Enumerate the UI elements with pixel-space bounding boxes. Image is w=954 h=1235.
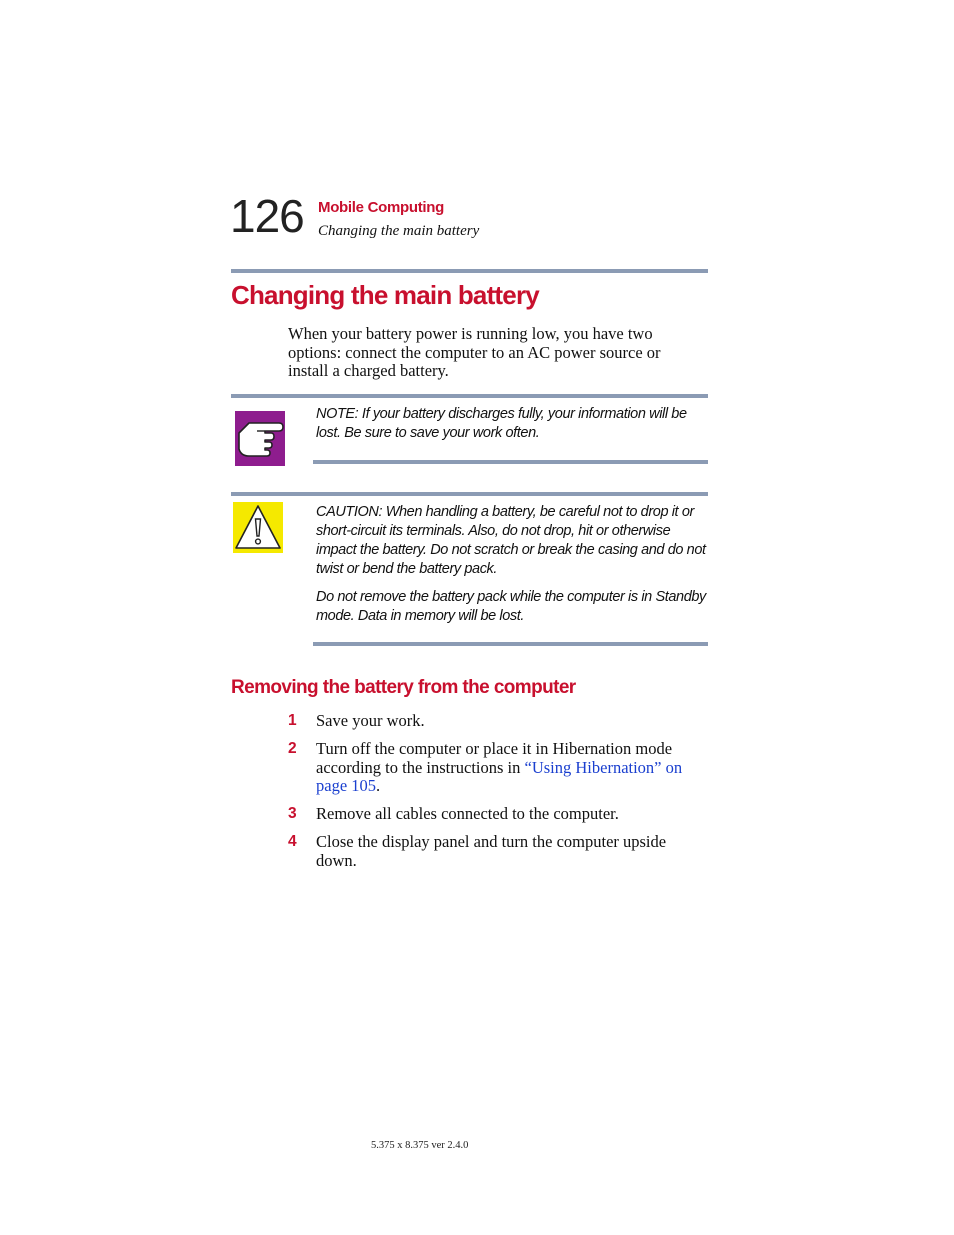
note-bottom-rule — [313, 460, 708, 464]
step-line: Save your work. — [316, 711, 425, 730]
step-text — [316, 805, 716, 824]
step-line-suffix: . — [376, 776, 381, 795]
intro-line: options: connect the computer to an AC power source or — [288, 342, 661, 362]
subsection-heading: Removing the battery from the computer — [231, 677, 576, 698]
note-line: lost. Be sure to save your work often. — [316, 425, 540, 441]
running-section-title: Changing the main battery — [318, 223, 480, 239]
note-top-rule — [231, 394, 708, 398]
step-line: Close the display panel and turn the computer upside — [316, 832, 667, 851]
step-line — [316, 777, 716, 796]
step-number: 1 — [288, 712, 297, 729]
caution-top-rule — [231, 492, 708, 496]
note-text — [316, 405, 711, 443]
chapter-title: Mobile Computing — [318, 199, 445, 216]
step-text — [316, 740, 716, 796]
footer-version: 5.375 x 8.375 ver 2.4.0 — [371, 1140, 469, 1151]
page-number: 126 — [230, 190, 304, 242]
warning-triangle-icon — [233, 502, 283, 553]
step-line — [316, 759, 716, 778]
intro-paragraph — [288, 325, 708, 381]
hibernation-link-page[interactable]: page 105 — [316, 776, 377, 795]
caution-line: Do not remove the battery pack while the computer is in Standby — [316, 589, 706, 605]
step-text — [316, 712, 716, 731]
step-number: 3 — [288, 805, 297, 822]
caution-line: short-circuit its terminals. Also, do not drop, hit or otherwise — [316, 523, 671, 539]
step-line: down. — [316, 850, 357, 870]
caution-text — [316, 503, 711, 626]
caution-line: mode. Data in memory will be lost. — [316, 608, 525, 624]
caution-line: twist or bend the battery pack. — [316, 561, 498, 577]
intro-line: install a charged battery. — [288, 361, 449, 380]
step-number: 4 — [288, 833, 297, 850]
pointing-hand-icon — [235, 411, 285, 466]
step-line-text: according to the instructions in — [316, 757, 525, 777]
intro-line: When your battery power is running low, you have two — [288, 324, 653, 343]
step-number: 2 — [288, 740, 297, 757]
caution-line: CAUTION: When handling a battery, be careful not to drop it or — [316, 504, 694, 520]
section-divider — [231, 269, 708, 273]
page-title: Changing the main battery — [231, 280, 539, 310]
caution-line: impact the battery. Do not scratch or break the casing and do not — [316, 542, 706, 558]
step-text — [316, 833, 716, 870]
caution-bottom-rule — [313, 642, 708, 646]
hibernation-link[interactable]: “Using Hibernation” on — [524, 757, 683, 777]
step-line: Turn off the computer or place it in Hibernation mode — [316, 739, 673, 758]
note-line: NOTE: If your battery discharges fully, your information will be — [316, 406, 687, 422]
step-line: Remove all cables connected to the computer. — [316, 804, 619, 823]
